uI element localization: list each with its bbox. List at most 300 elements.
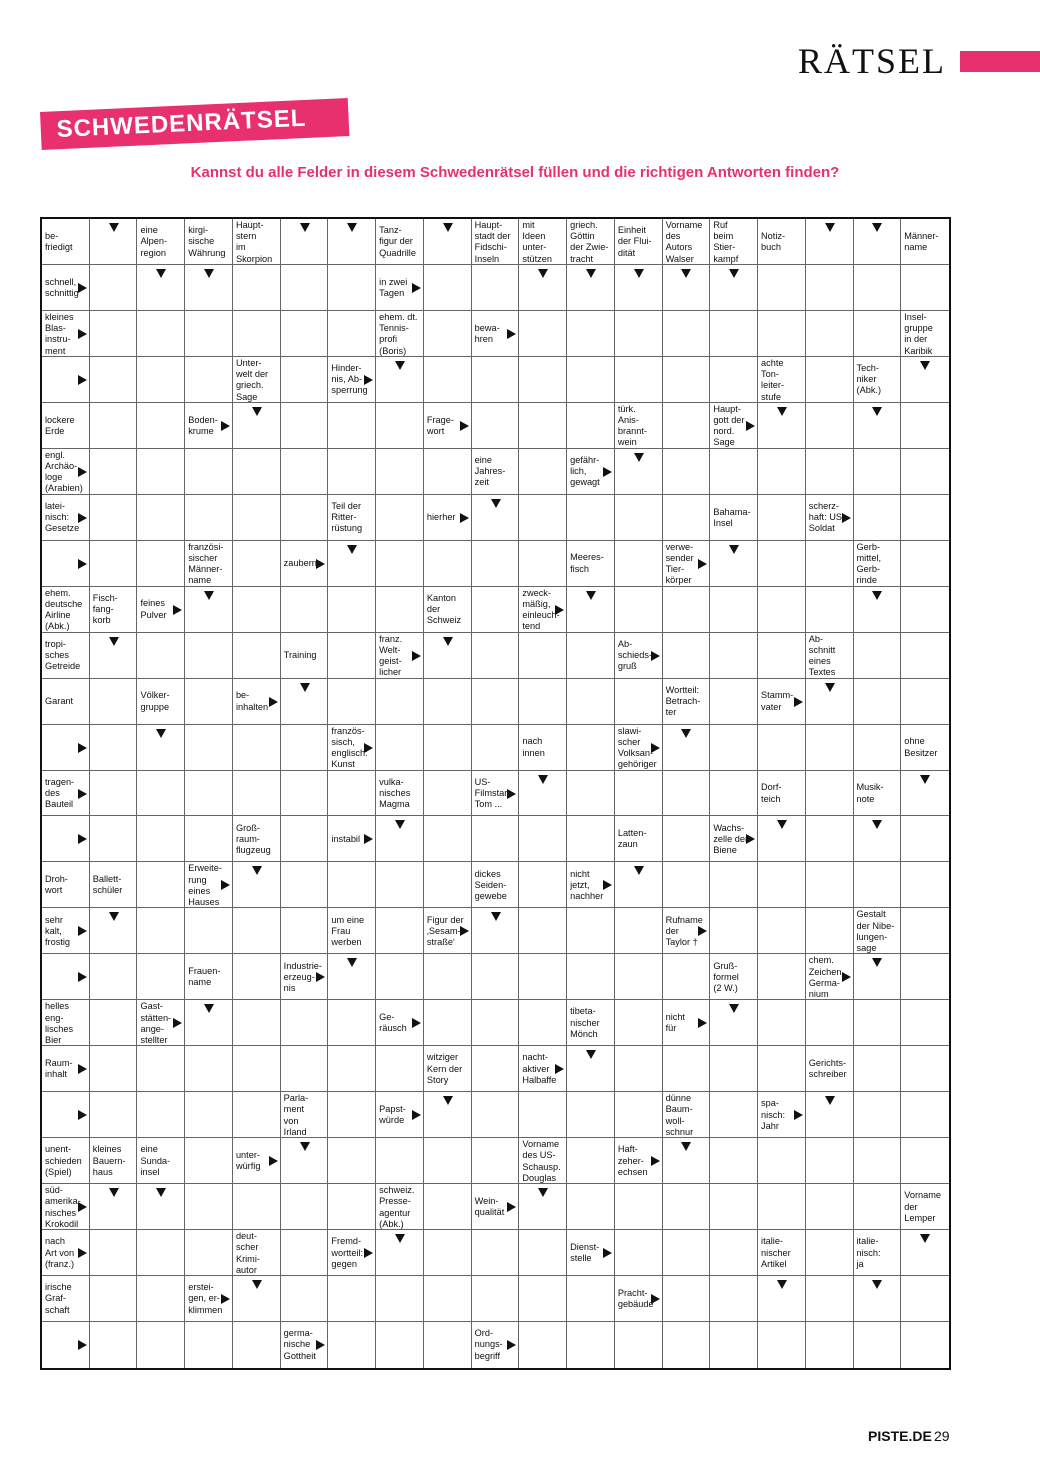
answer-cell[interactable] bbox=[615, 908, 663, 954]
answer-cell[interactable] bbox=[424, 1322, 472, 1368]
answer-cell[interactable] bbox=[137, 357, 185, 403]
answer-cell[interactable] bbox=[281, 311, 329, 357]
answer-cell[interactable] bbox=[710, 679, 758, 725]
answer-cell[interactable] bbox=[567, 1184, 615, 1230]
answer-cell[interactable] bbox=[328, 1092, 376, 1138]
answer-cell[interactable] bbox=[663, 449, 711, 495]
answer-cell[interactable] bbox=[472, 1138, 520, 1184]
answer-cell[interactable] bbox=[281, 725, 329, 771]
answer-cell[interactable] bbox=[710, 1046, 758, 1092]
answer-cell[interactable] bbox=[710, 908, 758, 954]
answer-cell[interactable] bbox=[663, 954, 711, 1000]
answer-cell[interactable] bbox=[519, 908, 567, 954]
answer-cell[interactable] bbox=[854, 1138, 902, 1184]
answer-cell[interactable] bbox=[806, 908, 854, 954]
answer-cell[interactable] bbox=[615, 1230, 663, 1276]
answer-cell[interactable] bbox=[663, 1276, 711, 1322]
answer-cell[interactable] bbox=[376, 1138, 424, 1184]
answer-cell[interactable] bbox=[519, 311, 567, 357]
answer-cell[interactable] bbox=[615, 1184, 663, 1230]
answer-cell[interactable] bbox=[281, 771, 329, 817]
answer-cell[interactable] bbox=[185, 633, 233, 679]
answer-cell[interactable] bbox=[615, 771, 663, 817]
answer-cell[interactable] bbox=[567, 311, 615, 357]
answer-cell[interactable] bbox=[854, 1092, 902, 1138]
answer-cell[interactable] bbox=[424, 816, 472, 862]
answer-cell[interactable] bbox=[567, 679, 615, 725]
answer-cell[interactable] bbox=[233, 311, 281, 357]
answer-cell[interactable] bbox=[806, 1000, 854, 1046]
answer-cell[interactable] bbox=[90, 1092, 138, 1138]
answer-cell[interactable] bbox=[901, 1276, 949, 1322]
answer-cell[interactable] bbox=[137, 495, 185, 541]
answer-cell[interactable] bbox=[185, 771, 233, 817]
clue-text: Musik- note bbox=[856, 782, 884, 804]
answer-cell[interactable] bbox=[710, 1230, 758, 1276]
answer-cell[interactable] bbox=[567, 908, 615, 954]
answer-cell[interactable] bbox=[854, 679, 902, 725]
answer-cell[interactable] bbox=[663, 495, 711, 541]
answer-cell[interactable] bbox=[758, 449, 806, 495]
answer-cell[interactable] bbox=[567, 1276, 615, 1322]
answer-cell[interactable] bbox=[281, 816, 329, 862]
answer-cell[interactable] bbox=[567, 403, 615, 449]
answer-cell[interactable] bbox=[233, 1092, 281, 1138]
answer-cell[interactable] bbox=[328, 311, 376, 357]
answer-cell[interactable] bbox=[472, 1046, 520, 1092]
answer-cell[interactable] bbox=[233, 725, 281, 771]
answer-cell[interactable] bbox=[663, 1322, 711, 1368]
answer-cell[interactable] bbox=[758, 1046, 806, 1092]
answer-cell[interactable] bbox=[185, 495, 233, 541]
answer-cell[interactable] bbox=[663, 1230, 711, 1276]
answer-cell[interactable] bbox=[90, 954, 138, 1000]
answer-cell[interactable] bbox=[854, 1000, 902, 1046]
answer-cell[interactable] bbox=[137, 1322, 185, 1368]
answer-cell[interactable] bbox=[472, 816, 520, 862]
answer-cell[interactable] bbox=[281, 1046, 329, 1092]
answer-cell[interactable] bbox=[519, 1000, 567, 1046]
answer-cell[interactable] bbox=[806, 1276, 854, 1322]
answer-cell[interactable] bbox=[615, 954, 663, 1000]
answer-cell[interactable] bbox=[137, 1276, 185, 1322]
answer-cell[interactable] bbox=[185, 1184, 233, 1230]
answer-cell[interactable] bbox=[806, 771, 854, 817]
answer-cell[interactable] bbox=[472, 1276, 520, 1322]
answer-cell[interactable] bbox=[472, 954, 520, 1000]
answer-cell[interactable] bbox=[854, 495, 902, 541]
answer-cell[interactable] bbox=[90, 1276, 138, 1322]
answer-cell[interactable] bbox=[376, 725, 424, 771]
answer-cell[interactable] bbox=[854, 265, 902, 311]
answer-cell[interactable] bbox=[901, 679, 949, 725]
answer-cell[interactable] bbox=[615, 495, 663, 541]
answer-cell[interactable] bbox=[519, 449, 567, 495]
answer-cell[interactable] bbox=[328, 862, 376, 908]
answer-cell[interactable] bbox=[233, 1322, 281, 1368]
answer-cell[interactable] bbox=[901, 1138, 949, 1184]
answer-cell[interactable] bbox=[233, 1000, 281, 1046]
answer-cell[interactable] bbox=[758, 587, 806, 633]
answer-cell[interactable] bbox=[854, 725, 902, 771]
answer-cell[interactable] bbox=[424, 265, 472, 311]
answer-cell[interactable] bbox=[567, 725, 615, 771]
answer-cell[interactable] bbox=[519, 679, 567, 725]
answer-cell[interactable] bbox=[806, 449, 854, 495]
answer-cell[interactable] bbox=[90, 357, 138, 403]
answer-cell[interactable] bbox=[710, 1322, 758, 1368]
answer-cell[interactable] bbox=[424, 1230, 472, 1276]
answer-cell[interactable] bbox=[806, 862, 854, 908]
answer-cell[interactable] bbox=[567, 1092, 615, 1138]
answer-cell[interactable] bbox=[328, 403, 376, 449]
answer-cell[interactable] bbox=[233, 771, 281, 817]
answer-cell[interactable] bbox=[519, 1092, 567, 1138]
answer-cell[interactable] bbox=[233, 587, 281, 633]
clue-text: unter- würfig bbox=[235, 1149, 261, 1172]
answer-cell[interactable] bbox=[233, 541, 281, 587]
answer-cell[interactable] bbox=[185, 908, 233, 954]
answer-cell[interactable] bbox=[710, 1276, 758, 1322]
answer-cell[interactable] bbox=[472, 633, 520, 679]
answer-cell[interactable] bbox=[185, 679, 233, 725]
answer-cell[interactable] bbox=[328, 449, 376, 495]
answer-cell[interactable] bbox=[137, 908, 185, 954]
answer-cell[interactable] bbox=[901, 1092, 949, 1138]
answer-cell[interactable] bbox=[137, 541, 185, 587]
answer-cell[interactable] bbox=[615, 1322, 663, 1368]
answer-cell[interactable] bbox=[185, 1046, 233, 1092]
answer-cell[interactable] bbox=[328, 1046, 376, 1092]
answer-cell[interactable] bbox=[281, 403, 329, 449]
answer-cell[interactable] bbox=[185, 449, 233, 495]
answer-cell[interactable] bbox=[472, 403, 520, 449]
answer-cell[interactable] bbox=[519, 816, 567, 862]
answer-cell[interactable] bbox=[233, 633, 281, 679]
answer-cell[interactable] bbox=[710, 862, 758, 908]
answer-cell[interactable] bbox=[90, 449, 138, 495]
answer-cell[interactable] bbox=[137, 1046, 185, 1092]
answer-cell[interactable] bbox=[328, 1138, 376, 1184]
answer-cell[interactable] bbox=[376, 954, 424, 1000]
answer-cell[interactable] bbox=[806, 357, 854, 403]
answer-cell[interactable] bbox=[137, 771, 185, 817]
answer-cell[interactable] bbox=[424, 771, 472, 817]
answer-cell[interactable] bbox=[806, 1184, 854, 1230]
answer-cell[interactable] bbox=[376, 587, 424, 633]
answer-cell[interactable] bbox=[806, 311, 854, 357]
answer-cell[interactable] bbox=[137, 1230, 185, 1276]
answer-cell[interactable] bbox=[663, 1184, 711, 1230]
answer-cell[interactable] bbox=[424, 679, 472, 725]
answer-cell[interactable] bbox=[233, 954, 281, 1000]
answer-cell[interactable] bbox=[519, 954, 567, 1000]
answer-cell[interactable] bbox=[472, 357, 520, 403]
answer-cell[interactable] bbox=[567, 1138, 615, 1184]
answer-cell[interactable] bbox=[281, 449, 329, 495]
answer-cell[interactable] bbox=[663, 403, 711, 449]
answer-cell[interactable] bbox=[758, 541, 806, 587]
answer-cell[interactable] bbox=[758, 1000, 806, 1046]
answer-cell[interactable] bbox=[758, 862, 806, 908]
answer-cell[interactable] bbox=[233, 908, 281, 954]
clue-text: chem. Zeichen Germa- nium bbox=[808, 955, 842, 1000]
answer-cell[interactable] bbox=[519, 1276, 567, 1322]
answer-cell[interactable] bbox=[328, 679, 376, 725]
answer-cell[interactable] bbox=[567, 816, 615, 862]
answer-cell[interactable] bbox=[806, 1322, 854, 1368]
answer-cell[interactable] bbox=[137, 862, 185, 908]
answer-cell[interactable] bbox=[519, 541, 567, 587]
answer-cell[interactable] bbox=[233, 265, 281, 311]
answer-cell[interactable] bbox=[854, 1322, 902, 1368]
answer-cell[interactable] bbox=[519, 633, 567, 679]
answer-cell[interactable] bbox=[281, 862, 329, 908]
answer-cell[interactable] bbox=[281, 908, 329, 954]
answer-cell[interactable] bbox=[233, 449, 281, 495]
answer-cell[interactable] bbox=[615, 1092, 663, 1138]
answer-cell[interactable] bbox=[185, 357, 233, 403]
answer-cell[interactable] bbox=[90, 725, 138, 771]
answer-cell[interactable] bbox=[663, 816, 711, 862]
answer-cell[interactable] bbox=[615, 1046, 663, 1092]
answer-cell[interactable] bbox=[137, 449, 185, 495]
answer-cell[interactable] bbox=[281, 1276, 329, 1322]
answer-cell[interactable] bbox=[185, 816, 233, 862]
answer-cell[interactable] bbox=[710, 725, 758, 771]
answer-cell[interactable] bbox=[806, 1138, 854, 1184]
answer-cell[interactable] bbox=[901, 587, 949, 633]
arrow-down-icon bbox=[729, 269, 739, 278]
answer-cell[interactable] bbox=[424, 541, 472, 587]
answer-cell[interactable] bbox=[710, 1184, 758, 1230]
answer-cell[interactable] bbox=[376, 1046, 424, 1092]
answer-cell[interactable] bbox=[137, 816, 185, 862]
answer-cell[interactable] bbox=[328, 587, 376, 633]
answer-cell[interactable] bbox=[901, 1322, 949, 1368]
answer-cell[interactable] bbox=[90, 679, 138, 725]
answer-cell[interactable] bbox=[137, 311, 185, 357]
answer-cell[interactable] bbox=[233, 495, 281, 541]
answer-cell[interactable] bbox=[710, 311, 758, 357]
answer-cell[interactable] bbox=[710, 633, 758, 679]
answer-cell[interactable] bbox=[901, 403, 949, 449]
answer-cell[interactable] bbox=[519, 862, 567, 908]
answer-cell[interactable] bbox=[901, 449, 949, 495]
answer-cell[interactable] bbox=[663, 1046, 711, 1092]
answer-cell[interactable] bbox=[281, 495, 329, 541]
answer-cell[interactable] bbox=[615, 587, 663, 633]
answer-cell[interactable] bbox=[90, 1046, 138, 1092]
answer-cell[interactable] bbox=[328, 1276, 376, 1322]
answer-cell[interactable] bbox=[424, 357, 472, 403]
answer-cell[interactable] bbox=[424, 862, 472, 908]
answer-cell[interactable] bbox=[806, 403, 854, 449]
answer-cell[interactable] bbox=[376, 679, 424, 725]
answer-cell[interactable] bbox=[519, 403, 567, 449]
answer-cell[interactable] bbox=[710, 1092, 758, 1138]
answer-cell[interactable] bbox=[472, 1092, 520, 1138]
answer-cell[interactable] bbox=[758, 954, 806, 1000]
answer-cell[interactable] bbox=[758, 265, 806, 311]
answer-cell[interactable] bbox=[806, 587, 854, 633]
answer-cell[interactable] bbox=[854, 449, 902, 495]
answer-cell[interactable] bbox=[901, 862, 949, 908]
answer-cell[interactable] bbox=[376, 449, 424, 495]
answer-cell[interactable] bbox=[472, 587, 520, 633]
answer-cell[interactable] bbox=[519, 495, 567, 541]
answer-cell[interactable] bbox=[758, 1322, 806, 1368]
answer-cell[interactable] bbox=[376, 495, 424, 541]
answer-cell[interactable] bbox=[424, 311, 472, 357]
answer-cell[interactable] bbox=[424, 1138, 472, 1184]
answer-cell[interactable] bbox=[615, 679, 663, 725]
answer-cell[interactable] bbox=[90, 311, 138, 357]
answer-cell[interactable] bbox=[567, 633, 615, 679]
answer-cell[interactable] bbox=[376, 403, 424, 449]
answer-cell[interactable] bbox=[472, 541, 520, 587]
answer-cell[interactable] bbox=[758, 908, 806, 954]
answer-cell[interactable] bbox=[90, 771, 138, 817]
answer-cell[interactable] bbox=[424, 1184, 472, 1230]
answer-cell[interactable] bbox=[758, 495, 806, 541]
answer-cell[interactable] bbox=[376, 1276, 424, 1322]
answer-cell[interactable] bbox=[663, 862, 711, 908]
answer-cell[interactable] bbox=[137, 633, 185, 679]
answer-cell[interactable] bbox=[901, 908, 949, 954]
answer-cell[interactable] bbox=[328, 265, 376, 311]
arrow-down-icon bbox=[538, 269, 548, 278]
answer-cell[interactable] bbox=[185, 1230, 233, 1276]
answer-cell[interactable] bbox=[281, 1184, 329, 1230]
answer-cell[interactable] bbox=[567, 1322, 615, 1368]
answer-cell[interactable] bbox=[758, 1184, 806, 1230]
answer-cell[interactable] bbox=[328, 633, 376, 679]
answer-cell[interactable] bbox=[710, 771, 758, 817]
answer-cell[interactable] bbox=[901, 954, 949, 1000]
answer-cell[interactable] bbox=[90, 1322, 138, 1368]
answer-cell[interactable] bbox=[663, 771, 711, 817]
answer-cell[interactable] bbox=[137, 954, 185, 1000]
answer-cell[interactable] bbox=[328, 771, 376, 817]
answer-cell[interactable] bbox=[137, 1092, 185, 1138]
answer-cell[interactable] bbox=[281, 1000, 329, 1046]
answer-cell[interactable] bbox=[90, 265, 138, 311]
answer-cell[interactable] bbox=[328, 1000, 376, 1046]
answer-cell[interactable] bbox=[90, 816, 138, 862]
answer-cell[interactable] bbox=[90, 1230, 138, 1276]
answer-cell[interactable] bbox=[185, 1322, 233, 1368]
answer-cell[interactable] bbox=[519, 357, 567, 403]
answer-cell[interactable] bbox=[376, 1322, 424, 1368]
answer-cell[interactable] bbox=[806, 1230, 854, 1276]
answer-cell[interactable] bbox=[90, 495, 138, 541]
answer-cell[interactable] bbox=[281, 1230, 329, 1276]
answer-cell[interactable] bbox=[567, 771, 615, 817]
answer-cell[interactable] bbox=[901, 265, 949, 311]
answer-cell[interactable] bbox=[233, 1046, 281, 1092]
answer-cell[interactable] bbox=[519, 1230, 567, 1276]
answer-cell[interactable] bbox=[710, 449, 758, 495]
answer-cell[interactable] bbox=[806, 265, 854, 311]
answer-cell[interactable] bbox=[424, 725, 472, 771]
answer-cell[interactable] bbox=[233, 1184, 281, 1230]
answer-cell[interactable] bbox=[758, 1138, 806, 1184]
answer-cell[interactable] bbox=[472, 1000, 520, 1046]
answer-cell[interactable] bbox=[376, 862, 424, 908]
answer-cell[interactable] bbox=[806, 541, 854, 587]
answer-cell[interactable] bbox=[854, 311, 902, 357]
answer-cell[interactable] bbox=[185, 725, 233, 771]
answer-cell[interactable] bbox=[567, 357, 615, 403]
answer-cell[interactable] bbox=[615, 541, 663, 587]
answer-cell[interactable] bbox=[901, 633, 949, 679]
answer-cell[interactable] bbox=[519, 1322, 567, 1368]
answer-cell[interactable] bbox=[281, 357, 329, 403]
answer-cell[interactable] bbox=[90, 541, 138, 587]
answer-cell[interactable] bbox=[376, 908, 424, 954]
answer-cell[interactable] bbox=[901, 541, 949, 587]
answer-cell[interactable] bbox=[281, 265, 329, 311]
answer-cell[interactable] bbox=[185, 1092, 233, 1138]
answer-cell[interactable] bbox=[710, 587, 758, 633]
answer-cell[interactable] bbox=[615, 1000, 663, 1046]
answer-cell[interactable] bbox=[424, 1276, 472, 1322]
answer-cell[interactable] bbox=[567, 954, 615, 1000]
answer-cell[interactable] bbox=[901, 816, 949, 862]
answer-cell[interactable] bbox=[472, 725, 520, 771]
answer-cell[interactable] bbox=[567, 495, 615, 541]
clue-text: Garant bbox=[45, 695, 74, 706]
answer-cell[interactable] bbox=[472, 1230, 520, 1276]
answer-cell[interactable] bbox=[328, 1322, 376, 1368]
answer-cell[interactable] bbox=[710, 1138, 758, 1184]
answer-cell[interactable] bbox=[854, 862, 902, 908]
answer-cell[interactable] bbox=[615, 311, 663, 357]
answer-cell[interactable] bbox=[472, 265, 520, 311]
answer-cell[interactable] bbox=[663, 587, 711, 633]
answer-cell[interactable] bbox=[90, 1000, 138, 1046]
answer-cell[interactable] bbox=[710, 357, 758, 403]
answer-cell[interactable] bbox=[806, 816, 854, 862]
answer-cell[interactable] bbox=[854, 1184, 902, 1230]
answer-cell[interactable] bbox=[424, 954, 472, 1000]
answer-cell[interactable] bbox=[854, 633, 902, 679]
answer-cell[interactable] bbox=[901, 1046, 949, 1092]
answer-cell[interactable] bbox=[281, 587, 329, 633]
answer-cell[interactable] bbox=[185, 311, 233, 357]
answer-cell[interactable] bbox=[758, 633, 806, 679]
answer-cell[interactable] bbox=[854, 1046, 902, 1092]
answer-cell[interactable] bbox=[90, 403, 138, 449]
answer-cell[interactable] bbox=[424, 1000, 472, 1046]
answer-cell[interactable] bbox=[901, 495, 949, 541]
answer-cell[interactable] bbox=[663, 357, 711, 403]
answer-cell[interactable] bbox=[615, 357, 663, 403]
answer-cell[interactable] bbox=[185, 1138, 233, 1184]
answer-cell[interactable] bbox=[663, 311, 711, 357]
answer-cell[interactable] bbox=[758, 725, 806, 771]
answer-cell[interactable] bbox=[328, 1184, 376, 1230]
answer-cell[interactable] bbox=[376, 541, 424, 587]
answer-cell[interactable] bbox=[758, 311, 806, 357]
answer-cell[interactable] bbox=[901, 1000, 949, 1046]
answer-cell[interactable] bbox=[663, 633, 711, 679]
answer-cell[interactable] bbox=[137, 403, 185, 449]
answer-cell[interactable] bbox=[472, 679, 520, 725]
answer-cell[interactable] bbox=[806, 725, 854, 771]
answer-cell[interactable] bbox=[424, 449, 472, 495]
